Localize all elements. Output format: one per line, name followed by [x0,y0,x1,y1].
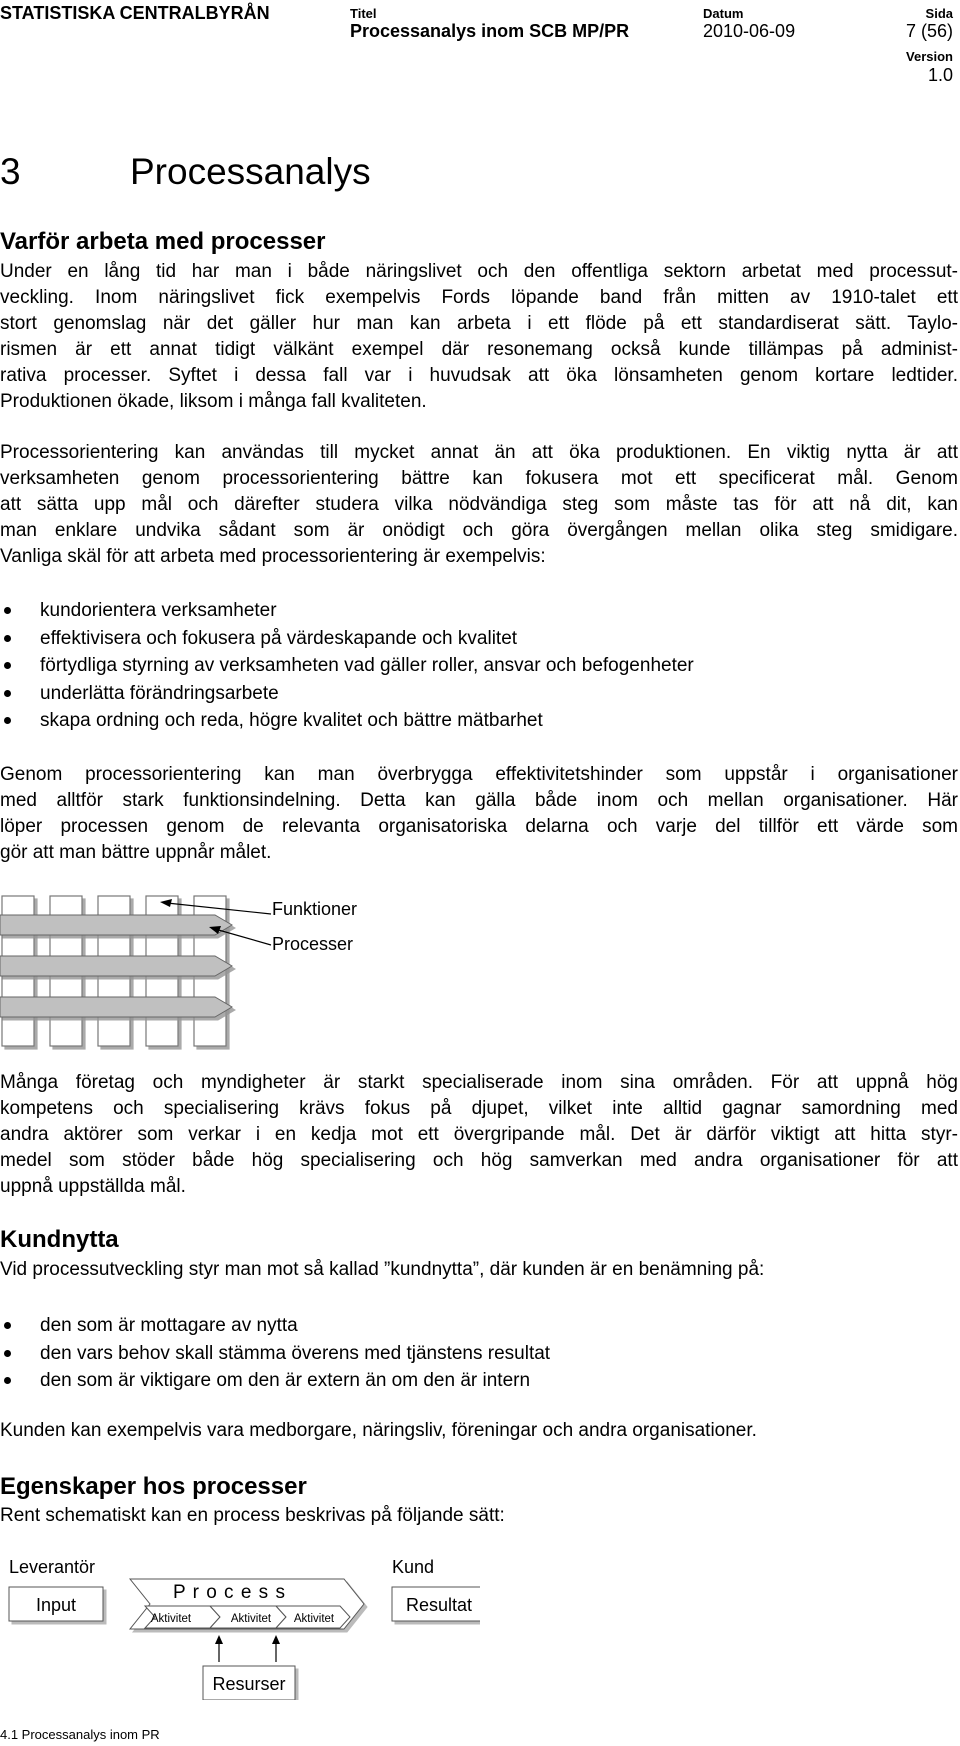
para2-line: verksamheten genom processorientering bättre kan fokusera mot ett specificerat mål. Genom [0,468,958,489]
bullet-list-kund [0,1312,550,1395]
heading-kundnytta: Kundnytta [0,1226,119,1253]
para6-line: Kunden kan exempelvis vara medborgare, näringsliv, föreningar och andra organisationer. [0,1420,757,1441]
page-title: Processanalys [130,151,371,192]
para4-line: kompetens och specialisering krävs fokus på djupet, vilket inte alltid gagnar samordning med [0,1098,958,1119]
para4-line: medel som stöder både hög specialisering och hög samverkan med andra organisationer för att [0,1150,958,1171]
list-item-text: den som är mottagare av nytta [40,1315,298,1336]
list-item [0,652,694,680]
paragraph-1 [0,259,958,415]
para2-line: man enklare undvika sådant som är onödigt och göra övergången mellan olika steg smidigare. [0,520,958,541]
paragraph-3 [0,762,958,866]
page-label: Sida [925,6,953,21]
bullet-icon [4,1350,11,1357]
process-arrow [0,915,232,935]
paragraph-2 [0,440,958,570]
bullet-icon [4,662,11,669]
process-arrow [0,956,232,976]
para2-line: Vanliga skäl för att arbeta med processorientering är exempelvis: [0,546,546,567]
para4-line: Många företag och myndigheter är starkt specialiserade inom sina områden. För att uppnå hög [0,1072,958,1093]
bullet-icon [4,607,11,614]
title-value: Processanalys inom SCB MP/PR [350,21,630,41]
paragraph-4 [0,1070,958,1200]
para1-line: Produktionen ökade, liksom i många fall kvaliteten. [0,391,427,412]
bullet-icon [4,635,11,642]
list-item [0,597,694,625]
list-item-text: effektivisera och fokusera på värdeskapande och kvalitet [40,627,518,649]
paragraph-6 [0,1418,958,1444]
list-item [0,625,694,653]
bullet-icon [4,1377,11,1384]
process-arrows [0,915,232,1017]
list-item [0,680,694,708]
heading-egenskaper: Egenskaper hos processer [0,1473,307,1500]
title-label: Titel [350,6,377,21]
para1-line: veckling. Inom näringslivet fick exempelvis Fords löpande band från mitten av 1910-talet ett [0,287,958,308]
para7-line: Rent schematiskt kan en process beskrivas på följande sätt: [0,1505,505,1526]
bullet-list-reasons [0,597,694,735]
bullet-icon [4,717,11,724]
process-arrow [0,997,232,1017]
list-item [0,1312,550,1340]
arrow-up-icon [215,1635,223,1644]
arrow-up-icon [272,1635,280,1644]
bullet-icon [4,690,11,697]
label-aktivitet: Aktivitet [150,1613,192,1625]
para3-line: med alltför stark funktionsindelning. Detta kan gälla både inom och mellan organisationer. Här [0,790,958,811]
section-number: 3 [0,151,21,192]
paragraph-7 [0,1503,958,1529]
para2-line: att sätta upp mål och därefter studera vilka nödvändiga steg som måste tas för att nå dit, kan [0,494,958,515]
list-item-text: förtydliga styrning av verksamheten vad gäller roller, ansvar och befogenheter [40,655,694,676]
label-resultat: Resultat [405,1595,473,1615]
para4-line: uppnå uppställda mål. [0,1176,186,1197]
label-aktivitet: Aktivitet [230,1613,272,1625]
para1-line: stort genomslag när det gäller hur man kan arbeta i ett flöde på ett standardiserat sätt. Taylo- [0,313,958,334]
para1-line: rismen är ett annat tidigt välkänt exempel där resonemang också kunde tillämpas på administ- [0,339,958,360]
label-process: P r o c e s s [173,1582,286,1603]
list-item-text: den som är viktigare om den är extern än om den är intern [40,1370,531,1391]
para4-line: andra aktörer som verkar i en kedja mot ett övergripande mål. Det är därför viktigt att hitta styr- [0,1124,958,1145]
label-leverantor: Leverantör [9,1557,96,1577]
page-value: 7 (56) [905,21,953,41]
list-item-text: skapa ordning och reda, högre kvalitet och bättre mätbarhet [40,710,543,731]
label-funktioner: Funktioner [272,899,358,919]
para3-line: löper processen genom de relevanta organisatoriska delarna och varje del tillför ett värde som [0,816,958,837]
paragraph-5 [0,1257,958,1283]
label-aktivitet: Aktivitet [293,1613,335,1625]
para3-line: gör att man bättre uppnår målet. [0,842,272,863]
para5-line: Vid processutveckling styr man mot så kallad ”kundnytta”, där kunden är en benämning på: [0,1259,765,1280]
version-value: 1.0 [927,65,953,85]
list-item [0,1367,550,1395]
list-item-text: kundorientera verksamheter [40,600,277,621]
process-schema-diagram [0,1550,480,1700]
para1-line: Under en lång tid har man i både näringslivet och den offentliga sektorn arbetat med processut- [0,261,958,282]
date-value: 2010-06-09 [703,21,796,41]
date-label: Datum [703,6,744,21]
para2-line: Processorientering kan användas till mycket annat än att öka produktionen. En viktig nytta är att [0,442,958,463]
label-input: Input [35,1595,77,1615]
list-item [0,707,694,735]
para1-line: rativa processer. Syftet i dessa fall var i huvudsak att öka lönsamheten genom kortare ledtider. [0,365,958,386]
version-label: Version [906,49,953,64]
bullet-icon [4,1322,11,1329]
list-item-text: den vars behov skall stämma överens med tjänstens resultat [40,1342,551,1364]
para3-line: Genom processorientering kan man överbrygga effektivitetshinder som uppstår i organisationer [0,764,958,785]
label-resurser: Resurser [212,1674,286,1694]
label-kund: Kund [392,1557,435,1577]
list-item-text: underlätta förändringsarbete [40,682,279,704]
list-item [0,1340,550,1368]
label-processer: Processer [272,934,354,954]
footer-text: 4.1 Processanalys inom PR [0,1727,160,1742]
org-name: STATISTISKA CENTRALBYRÅN [0,3,270,23]
heading-varfor: Varför arbeta med processer [0,228,326,255]
